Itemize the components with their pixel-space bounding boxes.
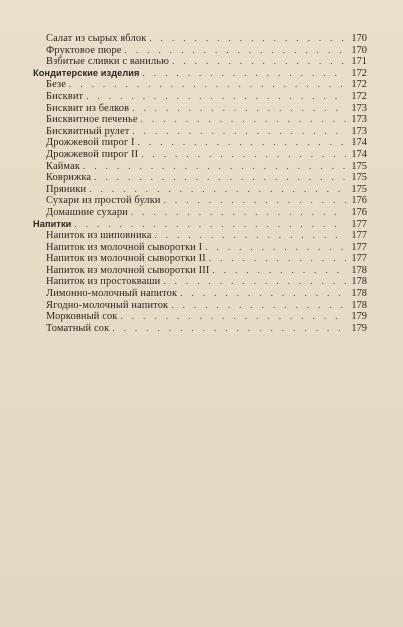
toc-entry (33, 149, 367, 161)
toc-page-number: 173 (351, 125, 367, 137)
toc-entry-title: Бисквит (46, 90, 84, 102)
toc-page-number: 172 (351, 79, 367, 91)
toc-entry-title: Домашние сухари (46, 206, 128, 218)
dot-leader (131, 207, 346, 219)
toc-entry-title: Пряники (46, 183, 87, 195)
toc-entry (33, 253, 367, 265)
dot-leader (141, 149, 346, 161)
toc-entry-title: Напиток из шиповника (46, 230, 152, 242)
toc-entry (33, 184, 367, 196)
toc-entry-title: Напиток из молочной сыворотки III (46, 264, 210, 276)
toc-entry (33, 311, 367, 323)
toc-entry (33, 276, 367, 288)
dot-leader (112, 323, 346, 335)
toc-entry (33, 161, 367, 173)
dot-leader (209, 253, 346, 265)
dot-leader (205, 242, 346, 254)
toc-entry (33, 242, 367, 254)
toc-entry (33, 207, 367, 219)
toc-entry (33, 91, 367, 103)
toc-page-number: 171 (351, 56, 367, 68)
toc-entry (33, 195, 367, 207)
dot-leader (86, 91, 346, 103)
toc-entry-title: Безе (46, 79, 67, 91)
dot-leader (69, 79, 346, 91)
toc-entry-title: Бисквит из белков (46, 102, 130, 114)
toc-entry-title: Лимонно-молочный напиток (46, 288, 178, 300)
dot-leader (74, 219, 346, 231)
dot-leader (125, 45, 346, 57)
toc-page-number: 173 (351, 102, 367, 114)
toc-page-number: 178 (351, 276, 367, 288)
toc-entry (33, 265, 367, 277)
toc-page-number: 172 (351, 90, 367, 102)
toc-page-number: 177 (351, 241, 367, 253)
toc-page-number: 174 (351, 148, 367, 160)
toc-entry (33, 172, 367, 184)
toc-page-number: 178 (351, 288, 367, 300)
dot-leader (180, 288, 346, 300)
toc-page-number: 175 (351, 172, 367, 184)
toc-entry-title: Напитки (33, 218, 72, 229)
dot-leader (83, 161, 346, 173)
toc-entry (33, 288, 367, 300)
toc-entry-title: Сухари из простой булки (46, 195, 161, 207)
toc-page-number: 175 (351, 183, 367, 195)
toc-entry-title: Взбитые сливки с ванилью (46, 56, 170, 68)
dot-leader (164, 195, 346, 207)
toc-entry (33, 323, 367, 335)
dot-leader (171, 300, 346, 312)
toc-entry-title: Фруктовое пюре (46, 44, 122, 56)
toc-entry-title: Томатный сок (46, 322, 110, 334)
toc-entry-title: Дрожжевой пирог I (46, 137, 135, 149)
dot-leader (138, 137, 346, 149)
toc-entry-title: Каймак (46, 160, 81, 172)
dot-leader (149, 33, 346, 45)
dot-leader (172, 56, 346, 68)
toc-entry (33, 56, 367, 68)
toc-entry (33, 103, 367, 115)
toc-page-number: 177 (351, 218, 367, 230)
toc-page-number: 170 (351, 44, 367, 56)
toc-entry-title: Напиток из простокваши (46, 276, 161, 288)
toc-entry-title: Дрожжевой пирог II (46, 148, 139, 160)
toc-entry (33, 114, 367, 126)
toc-entry (33, 45, 367, 57)
toc-entry-title: Напиток из молочной сыворотки II (46, 253, 206, 265)
dot-leader (89, 184, 346, 196)
toc-section-heading (33, 68, 367, 80)
toc-entry-title: Салат из сырых яблок (46, 33, 147, 44)
toc-page-number: 175 (351, 160, 367, 172)
toc-page-number: 176 (351, 195, 367, 207)
toc-page-number: 179 (351, 322, 367, 334)
toc-page-number: 178 (351, 264, 367, 276)
dot-leader (141, 114, 346, 126)
toc-entry (33, 230, 367, 242)
dot-leader (163, 276, 346, 288)
toc-entry (33, 300, 367, 312)
toc-page-number: 172 (351, 67, 367, 79)
toc-entry-title: Кондитерские изделия (33, 67, 140, 78)
table-of-contents (33, 33, 367, 334)
toc-entry-title: Морковный сок (46, 311, 118, 323)
toc-entry-title: Бисквитный рулет (46, 125, 130, 137)
toc-entry (33, 79, 367, 91)
toc-entry (33, 33, 367, 45)
toc-entry-title: Напиток из молочной сыворотки I (46, 241, 203, 253)
toc-entry-title: Коврижка (46, 172, 92, 184)
toc-page-number: 173 (351, 114, 367, 126)
toc-page-number: 174 (351, 137, 367, 149)
dot-leader (121, 311, 347, 323)
dot-leader (132, 103, 346, 115)
toc-entry (33, 126, 367, 138)
toc-entry (33, 137, 367, 149)
dot-leader (154, 230, 346, 242)
toc-page-number: 177 (351, 230, 367, 242)
toc-section-heading (33, 219, 367, 231)
toc-page-number: 176 (351, 206, 367, 218)
toc-page-number: 177 (351, 253, 367, 265)
toc-page-number: 179 (351, 311, 367, 323)
toc-entry-title: Бисквитное печенье (46, 114, 138, 126)
toc-page-number: 170 (351, 33, 367, 44)
toc-page-number: 178 (351, 299, 367, 311)
dot-leader (212, 265, 346, 277)
dot-leader (94, 172, 346, 184)
toc-entry-title: Ягодно-молочный напиток (46, 299, 169, 311)
dot-leader (143, 68, 347, 80)
dot-leader (132, 126, 346, 138)
